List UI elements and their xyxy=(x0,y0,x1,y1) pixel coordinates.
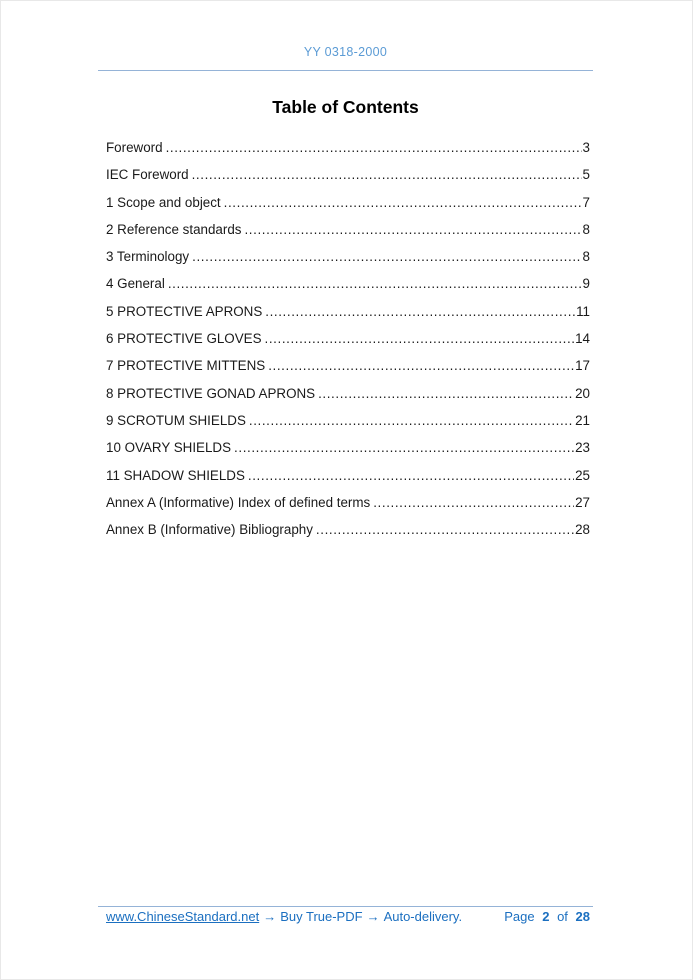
toc-leader-dots xyxy=(265,298,575,325)
toc-entry-label: IEC Foreword xyxy=(106,167,189,183)
toc-entry xyxy=(106,243,590,270)
toc-entry-label: 2 Reference standards xyxy=(106,221,242,237)
toc-entry xyxy=(106,516,590,543)
header-rule xyxy=(98,70,593,71)
toc-entry-page: 28 xyxy=(575,522,590,538)
toc-entry xyxy=(106,189,590,216)
toc-entry-page: 21 xyxy=(575,412,590,428)
toc-entry-label: Annex B (Informative) Bibliography xyxy=(106,522,313,538)
page-label: Page xyxy=(504,909,535,924)
toc-entry xyxy=(106,352,590,379)
doc-number: YY 0318-2000 xyxy=(303,45,388,59)
toc-leader-dots xyxy=(244,216,581,243)
toc-entry-page: 23 xyxy=(575,440,590,456)
toc-leader-dots xyxy=(249,407,574,434)
toc-entry xyxy=(106,134,590,161)
toc-entry-page: 7 xyxy=(582,194,590,210)
right-arrow-icon: → xyxy=(263,909,277,924)
toc-leader-dots xyxy=(268,352,574,379)
current-page-number: 2 xyxy=(542,909,550,924)
right-arrow-icon: → xyxy=(366,909,380,924)
toc-entry-page: 25 xyxy=(575,467,590,483)
toc-entry xyxy=(106,216,590,243)
toc-leader-dots xyxy=(192,243,581,270)
toc-entry-label: 9 SCROTUM SHIELDS xyxy=(106,412,246,428)
toc-entry xyxy=(106,380,590,407)
total-page-number: 28 xyxy=(575,909,590,924)
toc-entry-label: 3 Terminology xyxy=(106,249,190,265)
page-indicator xyxy=(504,909,590,924)
toc-leader-dots xyxy=(248,462,574,489)
toc-leader-dots xyxy=(234,434,574,461)
page-title: Table of Contents xyxy=(272,97,419,117)
toc-entry xyxy=(106,161,590,188)
toc-entry-page: 27 xyxy=(575,494,590,510)
chinesestandard-link[interactable]: www.ChineseStandard.net xyxy=(106,909,260,924)
toc-leader-dots xyxy=(265,325,575,352)
footer-rule xyxy=(98,906,593,907)
toc-leader-dots xyxy=(224,189,582,216)
toc-entry-label: Foreword xyxy=(106,140,163,155)
toc-entry-page: 20 xyxy=(575,385,590,401)
toc-leader-dots xyxy=(373,489,574,516)
toc-entry-label: 5 PROTECTIVE APRONS xyxy=(106,303,263,319)
toc-entry-page: 14 xyxy=(575,331,590,347)
footer-links xyxy=(106,909,462,924)
toc-entry-label: 11 SHADOW SHIELDS xyxy=(106,467,245,483)
toc-entry-label: 10 OVARY SHIELDS xyxy=(106,440,232,456)
toc-leader-dots xyxy=(318,380,574,407)
toc-entry xyxy=(106,489,590,516)
toc-entry xyxy=(106,462,590,489)
toc-entry xyxy=(106,270,590,297)
toc-entry-page: 3 xyxy=(582,140,590,155)
toc-entry-label: Annex A (Informative) Index of defined terms xyxy=(106,494,371,510)
footer-buy-text: Buy True-PDF xyxy=(280,909,363,924)
toc-entry-page: 8 xyxy=(582,221,590,237)
toc-entry-label: 6 PROTECTIVE GLOVES xyxy=(106,331,262,347)
toc-entry-label: 7 PROTECTIVE MITTENS xyxy=(106,358,266,374)
toc-entry xyxy=(106,298,590,325)
footer-delivery-text: Auto-delivery. xyxy=(383,909,463,924)
table-of-contents xyxy=(106,134,590,543)
toc-entry xyxy=(106,325,590,352)
toc-leader-dots xyxy=(316,516,574,543)
toc-entry-label: 4 General xyxy=(106,276,165,292)
toc-entry-page: 9 xyxy=(582,276,590,292)
toc-entry-page: 11 xyxy=(576,303,590,319)
toc-entry xyxy=(106,407,590,434)
toc-entry-page: 17 xyxy=(575,358,590,374)
of-label: of xyxy=(557,909,568,924)
page-footer xyxy=(106,909,590,924)
toc-entry xyxy=(106,434,590,461)
toc-leader-dots xyxy=(168,270,582,297)
toc-leader-dots xyxy=(166,134,582,161)
toc-entry-label: 8 PROTECTIVE GONAD APRONS xyxy=(106,385,316,401)
toc-entry-page: 8 xyxy=(582,249,590,265)
toc-entry-label: 1 Scope and object xyxy=(106,194,221,210)
toc-leader-dots xyxy=(192,161,582,188)
toc-entry-page: 5 xyxy=(582,167,590,183)
